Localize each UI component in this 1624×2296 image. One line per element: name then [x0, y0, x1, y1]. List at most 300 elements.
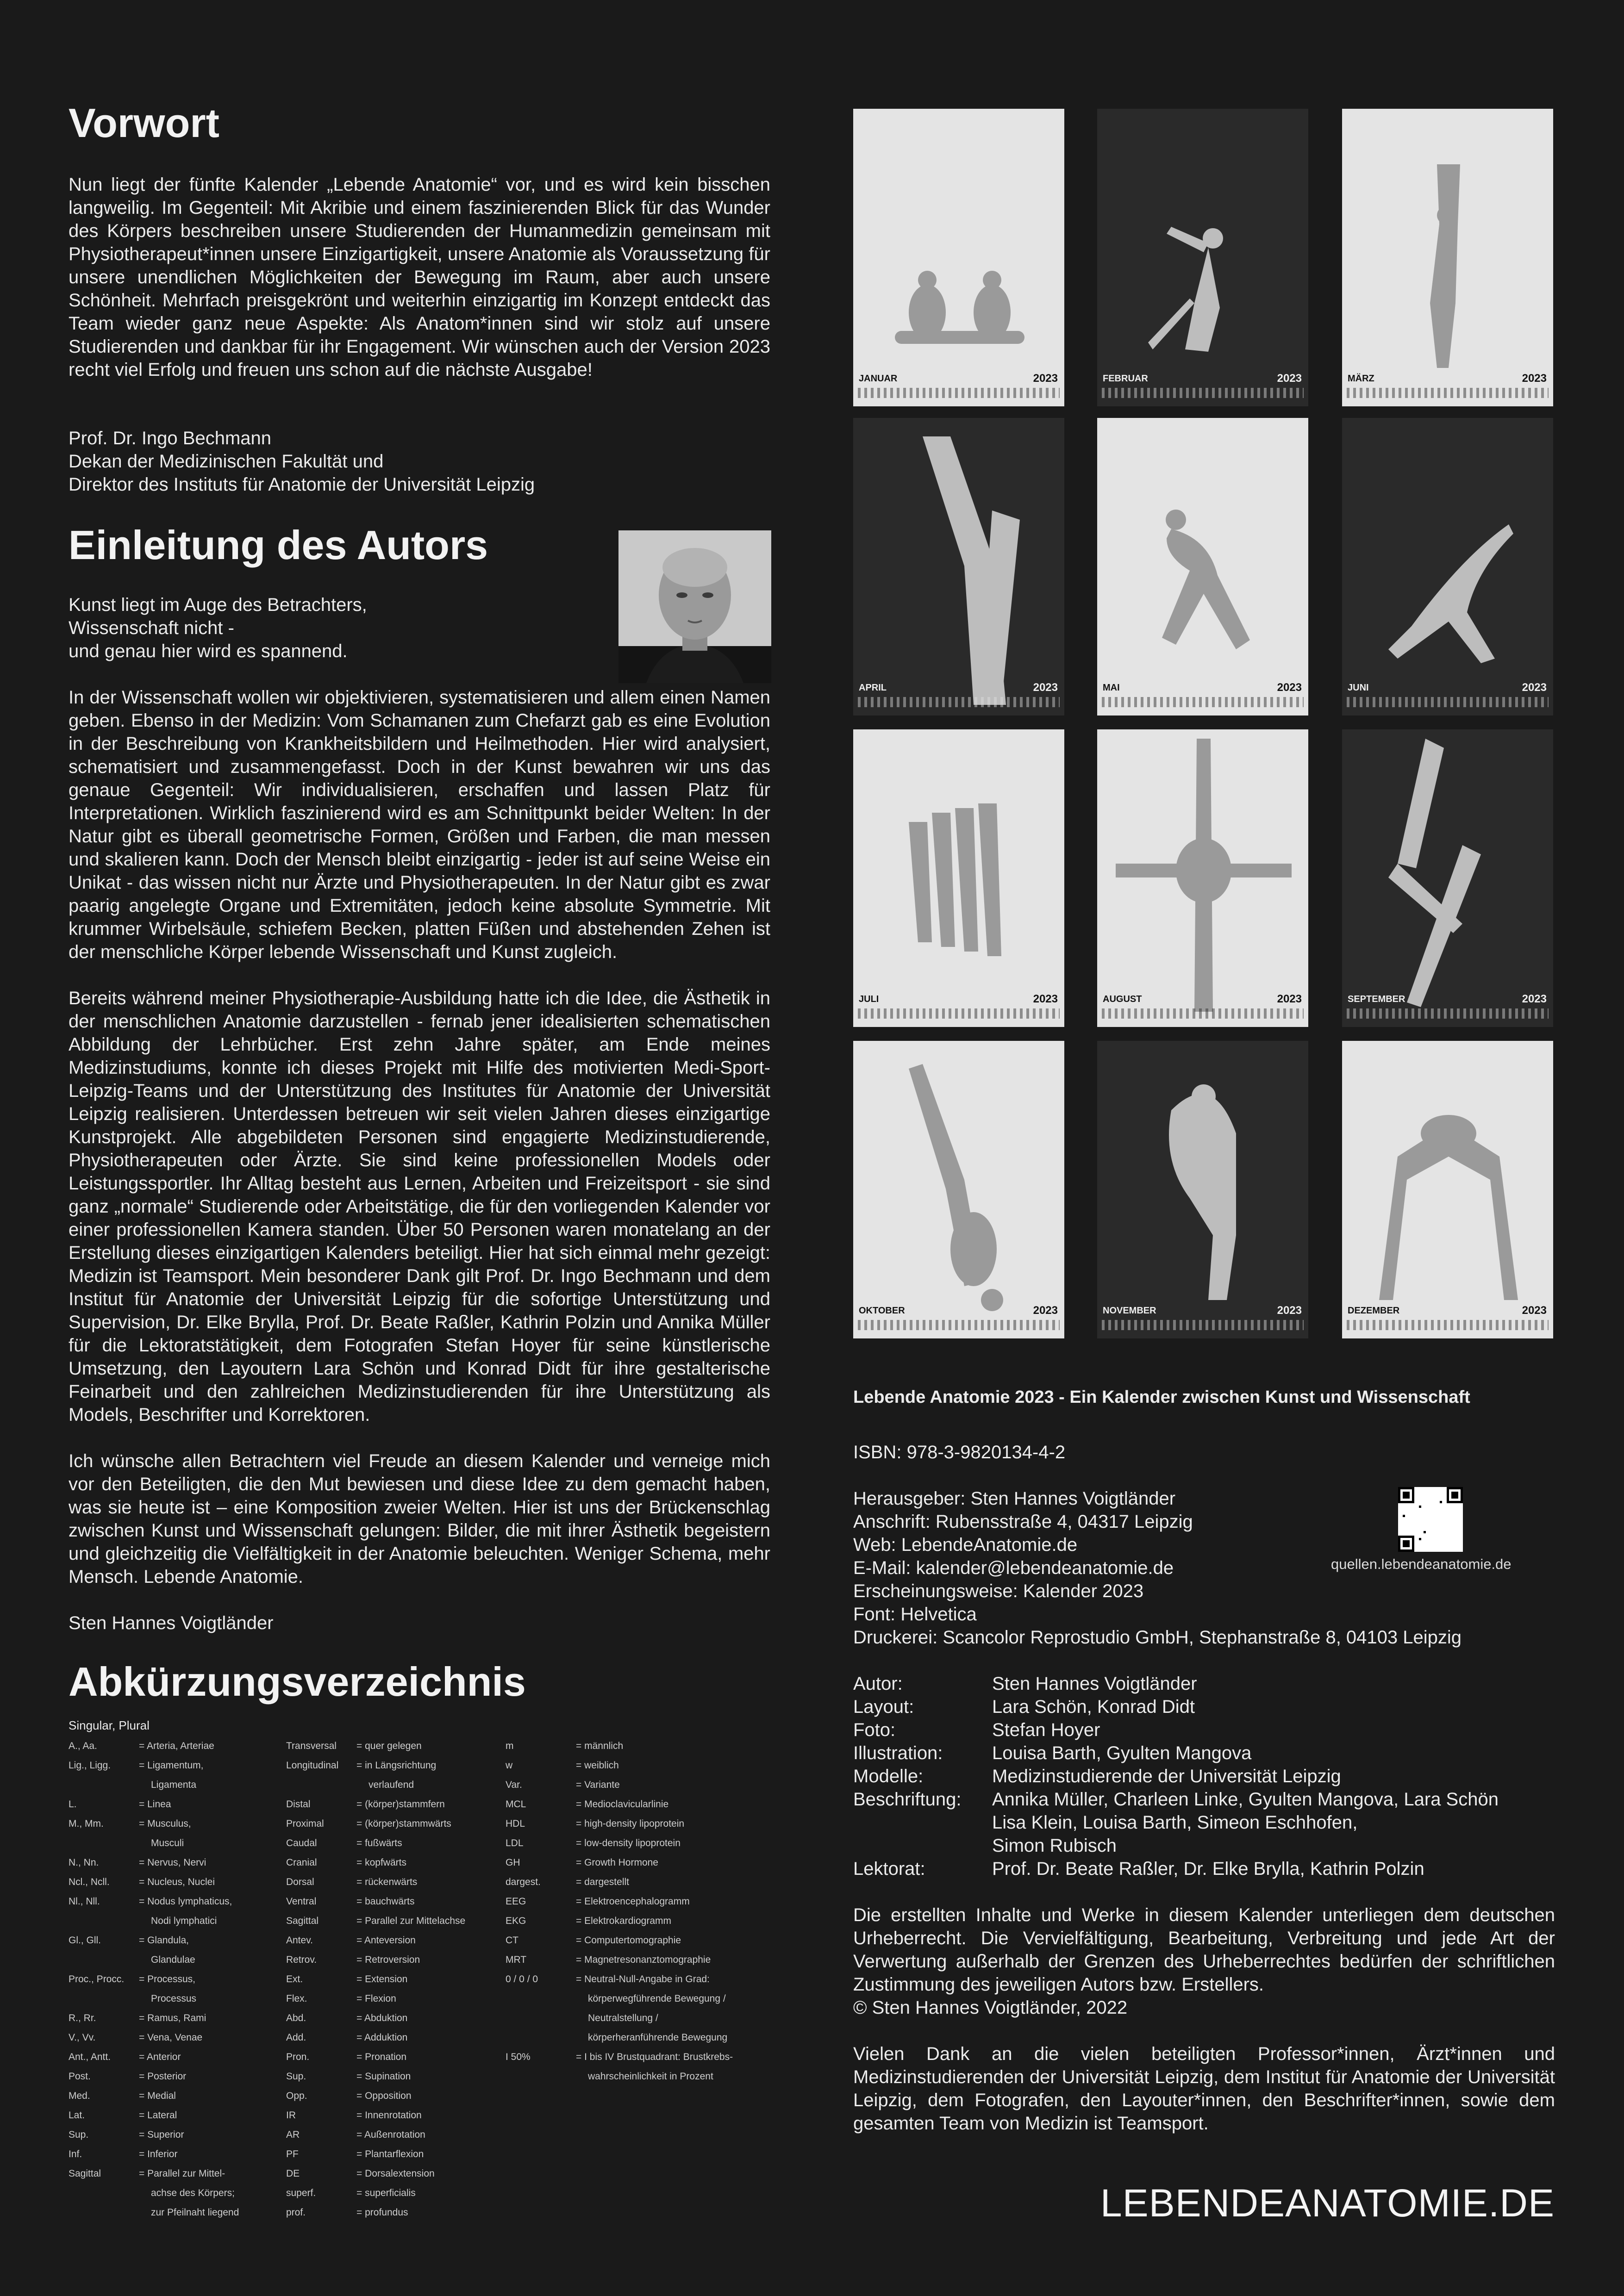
abbreviation-key: IR: [286, 2110, 296, 2121]
abbreviation-row: [286, 1892, 465, 1911]
abbreviation-meaning: = low-density lipoprotein: [576, 1838, 681, 1848]
credit-label: Modelle:: [853, 1766, 924, 1786]
abbreviation-key: Sagittal: [69, 2168, 101, 2179]
abbreviation-row: [69, 2009, 239, 2028]
calendar-month: SEPTEMBER: [1348, 994, 1405, 1004]
author-portrait: [618, 530, 771, 683]
abbreviation-key: I 50%: [506, 2052, 531, 2062]
abbreviation-meaning: = Computertomographie: [576, 1935, 681, 1946]
abbreviation-key: CT: [506, 1935, 518, 1946]
abbreviation-key: [506, 2028, 576, 2047]
vorwort-signature: [69, 427, 535, 496]
abbreviation-meaning: = Dorsalextension: [356, 2168, 435, 2179]
abbreviation-row: [506, 1736, 733, 1756]
credits-list: [853, 1672, 1499, 1880]
abbreviation-meaning: = fußwärts: [356, 1838, 402, 1848]
abbreviation-meaning: = Pronation: [356, 2052, 406, 2062]
address-line: Anschrift: Rubensstraße 4, 04317 Leipzig: [853, 1512, 1193, 1532]
abbreviation-meaning: = I bis IV Brustquadrant: Brustkrebs-: [576, 2052, 733, 2062]
abbreviation-key: Sup.: [286, 2071, 306, 2082]
credit-label: Illustration:: [853, 1743, 943, 1763]
abbreviation-meaning: = (körper)stammfern: [356, 1799, 445, 1810]
calendar-day-strip: [858, 1008, 1060, 1019]
abbreviation-meaning: = Anterior: [139, 2052, 181, 2062]
calendar-photo: [853, 729, 1064, 1027]
calendar-page-juli: [853, 729, 1064, 1027]
calendar-day-strip: [1347, 1008, 1549, 1019]
abbreviation-key: Opp.: [286, 2091, 307, 2101]
font-line: Font: Helvetica: [853, 1604, 977, 1624]
calendar-month: MAI: [1103, 683, 1120, 693]
calendar-month: OKTOBER: [859, 1306, 905, 1316]
calendar-day-strip: [1102, 1008, 1304, 1019]
calendar-month: JANUAR: [859, 373, 898, 384]
abbreviation-key: [69, 1989, 139, 2009]
abbreviation-key: superf.: [286, 2188, 316, 2198]
abbreviation-meaning: = rückenwärts: [356, 1877, 418, 1887]
credit-label: Layout:: [853, 1697, 914, 1717]
abbreviation-meaning: = Elektroencephalogramm: [576, 1896, 690, 1907]
intro-line-2: Wissenschaft nicht -: [69, 618, 234, 638]
abbreviation-row: [69, 2106, 239, 2125]
intro-line-1: Kunst liegt im Auge des Betrachters,: [69, 595, 367, 615]
abbreviation-row: [506, 2009, 733, 2028]
credit-label: [853, 1834, 992, 1857]
abbreviation-key: Pron.: [286, 2052, 310, 2062]
credit-row: [853, 1788, 1499, 1811]
abbreviation-meaning: = Ligamentum,: [139, 1760, 204, 1771]
abbreviation-row: [506, 1756, 733, 1775]
abbreviation-row: [286, 2028, 465, 2047]
calendar-photo: [853, 1041, 1064, 1338]
abbreviation-row: [506, 1989, 733, 2009]
vorwort-title: Vorwort: [69, 100, 219, 146]
abbreviation-meaning: = Glandula,: [139, 1935, 189, 1946]
abbreviation-row: [69, 2047, 239, 2067]
abbreviation-row: [506, 1892, 733, 1911]
calendar-year: 2023: [1033, 993, 1058, 1005]
abbreviation-key: Add.: [286, 2032, 306, 2043]
abbreviation-row: [286, 2184, 465, 2203]
calendar-photo: [1097, 729, 1308, 1027]
abbreviation-key: prof.: [286, 2207, 306, 2218]
abbreviation-key: MRT: [506, 1954, 527, 1965]
calendar-year: 2023: [1522, 993, 1547, 1005]
abbreviation-key: A., Aa.: [69, 1741, 97, 1751]
abbreviation-key: Proc., Procc.: [69, 1974, 125, 1985]
calendar-month: NOVEMBER: [1103, 1306, 1156, 1316]
abbreviation-row: [69, 1970, 239, 1989]
abbreviation-key: w: [506, 1760, 513, 1771]
abk-column-2: [286, 1736, 465, 2222]
calendar-month: FEBRUAR: [1103, 373, 1148, 384]
abbreviation-key: V., Vv.: [69, 2032, 96, 2043]
calendar-year: 2023: [1033, 681, 1058, 694]
abbreviation-meaning: = Medioclavicularlinie: [576, 1799, 669, 1810]
credit-value: Stefan Hoyer: [992, 1720, 1100, 1740]
abbreviation-row: [69, 1892, 239, 1911]
abbreviation-row: [506, 1814, 733, 1834]
vorwort-sig-role2: Direktor des Instituts für Anatomie der Universität Leipzig: [69, 474, 535, 495]
vorwort-sig-role1: Dekan der Medizinischen Fakultät und: [69, 451, 384, 472]
abbreviation-key: [506, 1989, 576, 2009]
abbreviation-row: [69, 1795, 239, 1814]
vorwort-sig-name: Prof. Dr. Ingo Bechmann: [69, 428, 272, 448]
abbreviation-meaning: = Supination: [356, 2071, 411, 2082]
calendar-month: JULI: [859, 994, 879, 1004]
credit-value: Louisa Barth, Gyulten Mangova: [992, 1743, 1252, 1763]
abbreviation-meaning: = männlich: [576, 1741, 624, 1751]
calendar-page-juni: [1342, 418, 1553, 716]
abbreviation-row: [69, 2086, 239, 2106]
abbreviation-key: R., Rr.: [69, 2013, 96, 2023]
printer-line: Druckerei: Scancolor Reprostudio GmbH, Stephanstraße 8, 04103 Leipzig: [853, 1627, 1462, 1648]
abbreviation-key: [506, 2009, 576, 2028]
abbreviation-meaning: = Variante: [576, 1780, 620, 1790]
qr-caption: quellen.lebendeanatomie.de: [1331, 1556, 1512, 1572]
abbreviation-row: [506, 1853, 733, 1873]
calendar-year: 2023: [1277, 993, 1302, 1005]
abbreviation-row: [69, 2164, 239, 2184]
abbreviation-row: [286, 1950, 465, 1970]
abbreviation-key: Longitudinal: [286, 1760, 339, 1771]
abk-subtitle: Singular, Plural: [69, 1718, 150, 1732]
abbreviation-row: [286, 2106, 465, 2125]
abbreviation-row: [286, 2164, 465, 2184]
abbreviation-key: L.: [69, 1799, 77, 1810]
abbreviation-key: m: [506, 1741, 514, 1751]
abbreviation-meaning: = Linea: [139, 1799, 171, 1810]
credit-label: [853, 1811, 992, 1834]
abbreviation-row: [286, 1970, 465, 1989]
abbreviation-key: Sagittal: [286, 1916, 319, 1926]
email-line: E-Mail: kalender@lebendeanatomie.de: [853, 1558, 1174, 1578]
abbreviation-meaning: = Elektrokardiogramm: [576, 1916, 671, 1926]
calendar-page-januar: [853, 109, 1064, 406]
abbreviation-meaning: Glandulae: [151, 1954, 195, 1965]
abbreviation-key: Post.: [69, 2071, 91, 2082]
abbreviation-key: Var.: [506, 1780, 522, 1790]
abbreviation-meaning: = Neutral-Null-Angabe in Grad:: [576, 1974, 710, 1985]
calendar-year: 2023: [1277, 372, 1302, 385]
calendar-month: AUGUST: [1103, 994, 1142, 1004]
calendar-page-august: [1097, 729, 1308, 1027]
abbreviation-key: HDL: [506, 1818, 525, 1829]
abbreviation-row: [286, 2067, 465, 2086]
abbreviation-row: [69, 1989, 239, 2009]
abbreviation-key: GH: [506, 1857, 520, 1868]
abbreviation-row: [286, 1873, 465, 1892]
abbreviation-meaning: = Plantarflexion: [356, 2149, 424, 2159]
abbreviation-row: [506, 1950, 733, 1970]
abbreviation-row: [506, 2028, 733, 2047]
abbreviation-row: [69, 2145, 239, 2164]
isbn: ISBN: 978-3-9820134-4-2: [853, 1442, 1066, 1462]
einleitung-paragraph-3: Ich wünsche allen Betrachtern viel Freude an diesem Kalender und verneige mich vor den Beteiligten, die den Mut bewiesen und diese Idee zu dem gemacht haben, was sie heute ist – eine Komposition zweier Welten. Hier ist uns der Brückenschlag zwischen Kunst und Wissenschaft gelungen: Bilder, die mit ihrer Ästhetik begeistern und gleichzeitig die Vielfältigkeit in der Anatomie beleuchten. Weniger Schema, mehr Mensch. Lebende Anatomie.: [69, 1451, 770, 1587]
abbreviation-meaning: = Nervus, Nervi: [139, 1857, 206, 1868]
abbreviation-meaning: Musculi: [151, 1838, 184, 1848]
calendar-day-strip: [1102, 697, 1304, 707]
abbreviation-meaning: = Flexion: [356, 1993, 396, 2004]
calendar-photo: [1342, 418, 1553, 716]
abbreviation-meaning: = Adduktion: [356, 2032, 408, 2043]
calendar-day-strip: [1102, 388, 1304, 398]
calendar-page-september: [1342, 729, 1553, 1027]
copyright-text: Die erstellten Inhalte und Werke in diesem Kalender unterliegen dem deutschen Urheberrecht. Die Vervielfältigung, Bearbeitung, Verbreitung und jede Art der Verwertung außerhalb der Grenzen des Urheberrechtes bedürfen der schriftlichen Zustimmung des jeweiligen Autors bzw. Erstellers.: [853, 1905, 1555, 1995]
abk-title: Abkürzungsverzeichnis: [69, 1659, 526, 1705]
abbreviation-meaning: = Abduktion: [356, 2013, 408, 2023]
abbreviation-row: [286, 1911, 465, 1931]
credit-row: [853, 1834, 1499, 1857]
abbreviation-row: [506, 1931, 733, 1950]
abbreviation-meaning: = Inferior: [139, 2149, 178, 2159]
calendar-page-dezember: [1342, 1041, 1553, 1338]
abbreviation-row: [69, 2028, 239, 2047]
calendar-year: 2023: [1277, 681, 1302, 694]
abbreviation-meaning: = Innenrotation: [356, 2110, 422, 2121]
calendar-day-strip: [1347, 1320, 1549, 1330]
vorwort-text: Nun liegt der fünfte Kalender „Lebende Anatomie“ vor, und es wird kein bisschen langweilig. Im Gegenteil: Mit Akribie und einem faszinierenden Blick für das Wunder des Körpers beschreiben unsere Studierenden der Humanmedizin gemeinsam mit Physiotherapeut*innen unsere Einzigartigkeit, unsere Anatomie als Voraussetzung für unsere unendlichen Möglichkeiten der Bewegung im Raum, aber auch unsere Schönheit. Mehrfach preisgekrönt und weiterhin einzigartig im Konzept entdeckt das Team wieder ganz neue Aspekte: Als Anatom*innen sind wir stolz auf unsere Studierenden und dankbar für ihr Engagement. Wir wünschen auch der Version 2023 recht viel Erfolg und freuen uns schon auf die nächste Ausgabe!: [69, 174, 770, 380]
abbreviation-row: [69, 1756, 239, 1775]
abbreviation-key: LDL: [506, 1838, 524, 1848]
einleitung-paragraph-1: In der Wissenschaft wollen wir objektivieren, systematisieren und allem einen Namen geben. Ebenso in der Medizin: Vom Schamanen zum Chefarzt gab es eine Evolution in der Beschreibung von Krankheitsbildern und Heilmethoden. Hier wird analysiert, schematisiert und zusammengefasst. Doch in der Kunst bewahren wir uns das genaue Gegenteil: Wir individualisieren, erschaffen und lassen Platz für Interpretationen. Wirklich faszinierend wird es am Schnittpunkt beider Welten: In der Natur gibt es überall geometrische Formen, Größen und Farben, die man messen und skalieren kann. Doch der Mensch bleibt einzigartig - jeder ist auf seine Weise ein Unikat - das wissen nicht nur Ärzte und Physiotherapeuten. In der Natur gibt es zwar paarig angelegte Organe und Extremitäten, jedoch keine absolute Symmetrie. Mit krummer Wirbelsäule, schiefem Becken, platten Füßen und abstehenden Zehen ist der menschliche Körper lebende Wissenschaft und Kunst zugleich.: [69, 687, 770, 962]
abbreviation-row: [286, 2125, 465, 2145]
abbreviation-row: [69, 1814, 239, 1834]
credit-value: Prof. Dr. Beate Raßler, Dr. Elke Brylla, Kathrin Polzin: [992, 1859, 1424, 1879]
abbreviation-row: [69, 1775, 239, 1795]
abbreviation-key: Cranial: [286, 1857, 317, 1868]
abbreviation-meaning: = Superior: [139, 2129, 184, 2140]
credit-row: [853, 1765, 1499, 1788]
einleitung-title: Einleitung des Autors: [69, 522, 488, 568]
calendar-day-strip: [1102, 1320, 1304, 1330]
abbreviation-key: Gl., Gll.: [69, 1935, 101, 1946]
credit-value: Medizinstudierende der Universität Leipzig: [992, 1766, 1341, 1786]
calendar-year: 2023: [1522, 1304, 1547, 1317]
credit-row: [853, 1811, 1499, 1834]
einleitung-intro: [69, 593, 367, 663]
abbreviation-key: AR: [286, 2129, 300, 2140]
imprint-title: Lebende Anatomie 2023 - Ein Kalender zwischen Kunst und Wissenschaft: [853, 1388, 1470, 1407]
abbreviation-key: Flex.: [286, 1993, 307, 2004]
abbreviation-meaning: = in Längsrichtung: [356, 1760, 437, 1771]
abbreviation-key: [69, 2203, 139, 2222]
abbreviation-key: N., Nn.: [69, 1857, 99, 1868]
abbreviation-row: [69, 2203, 239, 2222]
abbreviation-row: [286, 2086, 465, 2106]
abbreviation-key: 0 / 0 / 0: [506, 1974, 538, 1985]
calendar-page-april: [853, 418, 1064, 716]
abbreviation-row: [69, 1931, 239, 1950]
abbreviation-row: [69, 2125, 239, 2145]
abbreviation-meaning: verlaufend: [369, 1780, 414, 1790]
abbreviation-row: [69, 1736, 239, 1756]
calendar-day-strip: [858, 697, 1060, 707]
abbreviation-row: [69, 1834, 239, 1853]
abbreviation-row: [69, 2067, 239, 2086]
einleitung-paragraph-2: Bereits während meiner Physiotherapie-Ausbildung hatte ich die Idee, die Ästhetik in der menschlichen Anatomie darzustellen - fernab jener idealisierten schematischen Abbildung der Lehrbücher. Erst zehn Jahre später, am Ende meines Medizinstudiums, konnte ich dieses Projekt mit Hilfe des motivierten Medi-Sport-Leipzig-Teams und der Unterstützung des Institutes für Anatomie der Universität Leipzig realisieren. Unterdessen betreuen wir seit vielen Jahren dieses einzigartige Kunstprojekt. Alle abgebildeten Personen sind engagierte Medizinstudierende, Physiotherapeuten oder Ärzte. Sie sind keine professionellen Models oder Leistungssportler. Ihr Alltag besteht aus Lernen, Arbeiten und Freizeitsport - sie sind ganz „normale“ Studierende oder Arbeitstätige, die für den vorliegenden Kalender vor einer professionellen Kamera standen. Über 50 Personen waren monatelang an der Erstellung dieses einzigartigen Kalenders beteiligt. Hier hat sich einmal mehr gezeigt: Medizin ist Teamsport. Mein besonderer Dank gilt Prof. Dr. Ingo Bechmann und dem Institut für Anatomie der Universität Leipzig für die sofortige Unterstützung und Supervision, Dr. Elke Brylla, Prof. Dr. Beate Raßler, Kathrin Polzin und Annika Müller für die Lektoratstätigkeit, dem Fotografen Stefan Hoyer für seine künstlerische Umsetzung, den Layoutern Lara Schön und Konrad Didt für ihre gestalterische Feinarbeit und den zahlreichen Medizinstudierenden für ihre Unterstützung als Models, Beschrifter und Korrektoren.: [69, 988, 770, 1425]
abbreviation-key: Abd.: [286, 2013, 306, 2023]
abk-column-3: [506, 1736, 733, 2086]
abbreviation-key: Antev.: [286, 1935, 313, 1946]
abbreviation-meaning: Processus: [151, 1993, 197, 2004]
calendar-month: DEZEMBER: [1348, 1306, 1400, 1316]
abbreviation-row: [286, 1989, 465, 2009]
abbreviation-key: EEG: [506, 1896, 526, 1907]
abbreviation-key: Lat.: [69, 2110, 85, 2121]
abbreviation-row: [286, 1814, 465, 1834]
calendar-day-strip: [1347, 388, 1549, 398]
abbreviation-key: Ext.: [286, 1974, 303, 1985]
abbreviation-meaning: achse des Körpers;: [151, 2188, 235, 2198]
calendar-month: MÄRZ: [1348, 373, 1374, 384]
abbreviation-meaning: = Posterior: [139, 2071, 187, 2082]
abbreviation-meaning: = Anteversion: [356, 1935, 416, 1946]
abbreviation-meaning: = Growth Hormone: [576, 1857, 658, 1868]
abbreviation-key: Distal: [286, 1799, 311, 1810]
abbreviation-key: [69, 2184, 139, 2203]
abbreviation-row: [69, 1853, 239, 1873]
intro-line-3: und genau hier wird es spannend.: [69, 641, 348, 661]
abbreviation-key: Retrov.: [286, 1954, 317, 1965]
calendar-page-mai: [1097, 418, 1308, 716]
abbreviation-key: Dorsal: [286, 1877, 314, 1887]
abbreviation-key: [69, 1911, 139, 1931]
calendar-photo: [1097, 109, 1308, 406]
qr-code[interactable]: [1398, 1487, 1463, 1552]
abbreviation-key: [69, 1834, 139, 1853]
abbreviation-meaning: = Ramus, Rami: [139, 2013, 206, 2023]
abbreviation-key: Caudal: [286, 1838, 317, 1848]
calendar-year: 2023: [1033, 372, 1058, 385]
abbreviation-meaning: = bauchwärts: [356, 1896, 415, 1907]
abbreviation-row: [286, 2203, 465, 2222]
abbreviation-key: Nl., Nll.: [69, 1896, 100, 1907]
abbreviation-row: [506, 1795, 733, 1814]
abbreviation-meaning: = Lateral: [139, 2110, 177, 2121]
calendar-page-november: [1097, 1041, 1308, 1338]
copyright-line: © Sten Hannes Voigtländer, 2022: [853, 1997, 1128, 2018]
credit-label: Autor:: [853, 1674, 903, 1694]
credit-label: Lektorat:: [853, 1859, 925, 1879]
abbreviation-meaning: = Nodus lymphaticus,: [139, 1896, 232, 1907]
calendar-day-strip: [858, 1320, 1060, 1330]
calendar-month: JUNI: [1348, 683, 1369, 693]
abbreviation-meaning: wahrscheinlichkeit in Prozent: [588, 2071, 713, 2082]
abbreviation-row: [286, 1756, 465, 1775]
abbreviation-meaning: = (körper)stammwärts: [356, 1818, 451, 1829]
credit-value: Lara Schön, Konrad Didt: [992, 1697, 1195, 1717]
einleitung-signature: Sten Hannes Voigtländer: [69, 1613, 274, 1633]
abbreviation-meaning: = profundus: [356, 2207, 408, 2218]
abbreviation-key: Proximal: [286, 1818, 324, 1829]
abbreviation-key: Transversal: [286, 1741, 337, 1751]
calendar-page-oktober: [853, 1041, 1064, 1338]
abbreviation-meaning: = Processus,: [139, 1974, 195, 1985]
abbreviation-row: [69, 1950, 239, 1970]
abbreviation-row: [286, 2009, 465, 2028]
abbreviation-row: [286, 2047, 465, 2067]
abbreviation-key: Lig., Ligg.: [69, 1760, 111, 1771]
calendar-photo: [1342, 1041, 1553, 1338]
abbreviation-key: MCL: [506, 1799, 526, 1810]
publisher-line: Herausgeber: Sten Hannes Voigtländer: [853, 1488, 1176, 1509]
publication-line: Erscheinungsweise: Kalender 2023: [853, 1581, 1144, 1601]
abbreviation-meaning: körperwegführende Bewegung /: [588, 1993, 726, 2004]
calendar-month: APRIL: [859, 683, 887, 693]
credit-value: Sten Hannes Voigtländer: [992, 1674, 1197, 1694]
abbreviation-row: [506, 1970, 733, 1989]
abbreviation-key: [69, 1950, 139, 1970]
abbreviation-meaning: = high-density lipoprotein: [576, 1818, 685, 1829]
abbreviation-key: Inf.: [69, 2149, 82, 2159]
abbreviation-meaning: = kopfwärts: [356, 1857, 406, 1868]
credit-row: [853, 1742, 1499, 1765]
abbreviation-key: [506, 2067, 576, 2086]
abbreviation-meaning: = Vena, Venae: [139, 2032, 203, 2043]
abbreviation-meaning: Nodi lymphatici: [151, 1916, 217, 1926]
credit-label: Foto:: [853, 1720, 896, 1740]
credit-row: [853, 1857, 1499, 1880]
abbreviation-meaning: = Extension: [356, 1974, 408, 1985]
abbreviation-key: DE: [286, 2168, 300, 2179]
calendar-year: 2023: [1277, 1304, 1302, 1317]
abbreviation-row: [286, 1795, 465, 1814]
abbreviation-meaning: Neutralstellung /: [588, 2013, 658, 2023]
calendar-photo: [853, 109, 1064, 406]
thanks-text: Vielen Dank an die vielen beteiligten Professor*innen, Ärzt*innen und Medizinstudierenden der Universität Leipzig, dem Institut für Anatomie der Universität Leipzig, dem Fotografen, den Layouter*innen, den Beschrifter*innen, sowie dem gesamten Team von Medizin ist Teamsport.: [853, 2044, 1555, 2134]
credit-row: [853, 1695, 1499, 1718]
abbreviation-key: [286, 1775, 356, 1795]
abbreviation-key: Ant., Antt.: [69, 2052, 111, 2062]
abbreviation-meaning: = Nucleus, Nuclei: [139, 1877, 215, 1887]
calendar-photo: [1342, 729, 1553, 1027]
abbreviation-meaning: = Parallel zur Mittelachse: [356, 1916, 466, 1926]
abbreviation-key: Med.: [69, 2091, 90, 2101]
abbreviation-row: [286, 1931, 465, 1950]
abbreviation-row: [286, 1775, 465, 1795]
credit-row: [853, 1672, 1499, 1695]
abbreviation-meaning: körperheranführende Bewegung: [588, 2032, 728, 2043]
abbreviation-meaning: = dargestellt: [576, 1877, 629, 1887]
abbreviation-row: [506, 1834, 733, 1853]
abbreviation-key: Sup.: [69, 2129, 89, 2140]
calendar-page-februar: [1097, 109, 1308, 406]
abbreviation-meaning: = Parallel zur Mittel-: [139, 2168, 225, 2179]
abbreviation-key: M., Mm.: [69, 1818, 104, 1829]
website-link[interactable]: LEBENDEANATOMIE.DE: [1100, 2181, 1555, 2225]
calendar-photo: [1097, 418, 1308, 716]
abbreviation-row: [286, 1736, 465, 1756]
abbreviation-meaning: = quer gelegen: [356, 1741, 422, 1751]
calendar-day-strip: [858, 388, 1060, 398]
abbreviation-row: [506, 1873, 733, 1892]
abbreviation-key: EKG: [506, 1916, 526, 1926]
calendar-year: 2023: [1522, 681, 1547, 694]
abbreviation-row: [286, 2145, 465, 2164]
abbreviation-key: Ventral: [286, 1896, 317, 1907]
abbreviation-row: [69, 2184, 239, 2203]
credit-value: Annika Müller, Charleen Linke, Gyulten Mangova, Lara Schön: [992, 1789, 1499, 1810]
abbreviation-meaning: Ligamenta: [151, 1780, 197, 1790]
abbreviation-meaning: zur Pfeilnaht liegend: [151, 2207, 239, 2218]
calendar-photo: [853, 418, 1064, 716]
calendar-year: 2023: [1033, 1304, 1058, 1317]
credit-value: Lisa Klein, Louisa Barth, Simeon Eschhofen,: [992, 1812, 1358, 1833]
abbreviation-meaning: = Arteria, Arteriae: [139, 1741, 214, 1751]
abbreviation-meaning: = Medial: [139, 2091, 176, 2101]
abbreviation-key: Ncl., Ncll.: [69, 1877, 110, 1887]
